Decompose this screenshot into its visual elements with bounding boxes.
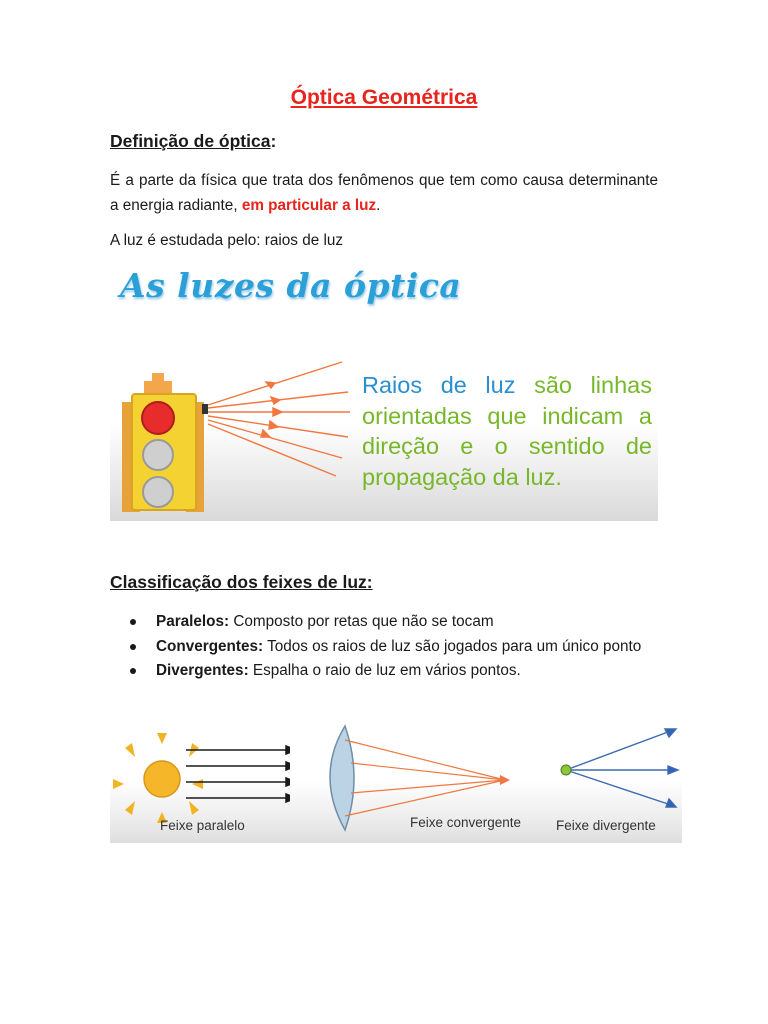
definition-heading xyxy=(110,131,276,152)
definition-text: É a parte da física que trata dos fenômenos que tem como causa determinante a energia radiante, xyxy=(110,172,658,214)
bullet-icon xyxy=(130,644,136,650)
light-rays-figure xyxy=(110,262,658,521)
page-title: Óptica Geométrica xyxy=(290,86,478,109)
list-item xyxy=(130,635,650,660)
beam-types-list xyxy=(130,610,650,684)
figure-description-green: são linhas orientadas que indicam a direção e o sentido de propagação da luz. xyxy=(362,372,652,490)
beam-types-figure xyxy=(110,718,682,843)
list-item xyxy=(130,659,650,684)
list-item xyxy=(130,610,650,635)
beam-term: Divergentes: xyxy=(156,662,249,679)
definition-heading-colon: : xyxy=(270,131,277,151)
figure-description xyxy=(362,370,652,492)
beam-desc: Composto por retas que não se tocam xyxy=(229,613,494,630)
beam-term: Paralelos: xyxy=(156,613,230,630)
caption-divergent: Feixe divergente xyxy=(556,818,656,833)
beam-term: Convergentes: xyxy=(156,637,264,655)
definition-heading-text: Definição de óptica xyxy=(110,131,271,151)
traffic-light-icon xyxy=(110,262,360,521)
beam-desc: Todos os raios de luz são jogados para um único ponto xyxy=(263,637,642,655)
point-source-icon xyxy=(552,718,682,818)
figure-description-blue: Raios de luz xyxy=(362,372,516,398)
light-study-line: A luz é estudada pelo: raios de luz xyxy=(110,232,344,249)
beam-desc: Espalha o raio de luz em vários pontos. xyxy=(248,662,521,679)
classification-heading xyxy=(110,572,373,593)
sun-icon xyxy=(110,728,290,828)
figure-title: As luzes da óptica xyxy=(120,266,462,305)
caption-convergent: Feixe convergente xyxy=(410,815,522,830)
bullet-icon xyxy=(130,668,136,674)
classification-heading-text: Classificação dos feixes de luz: xyxy=(110,572,373,592)
bullet-icon xyxy=(130,619,136,625)
caption-parallel: Feixe paralelo xyxy=(160,818,245,833)
definition-end: . xyxy=(376,197,381,214)
definition-highlight: em particular a luz xyxy=(241,197,377,214)
definition-paragraph xyxy=(110,168,658,218)
